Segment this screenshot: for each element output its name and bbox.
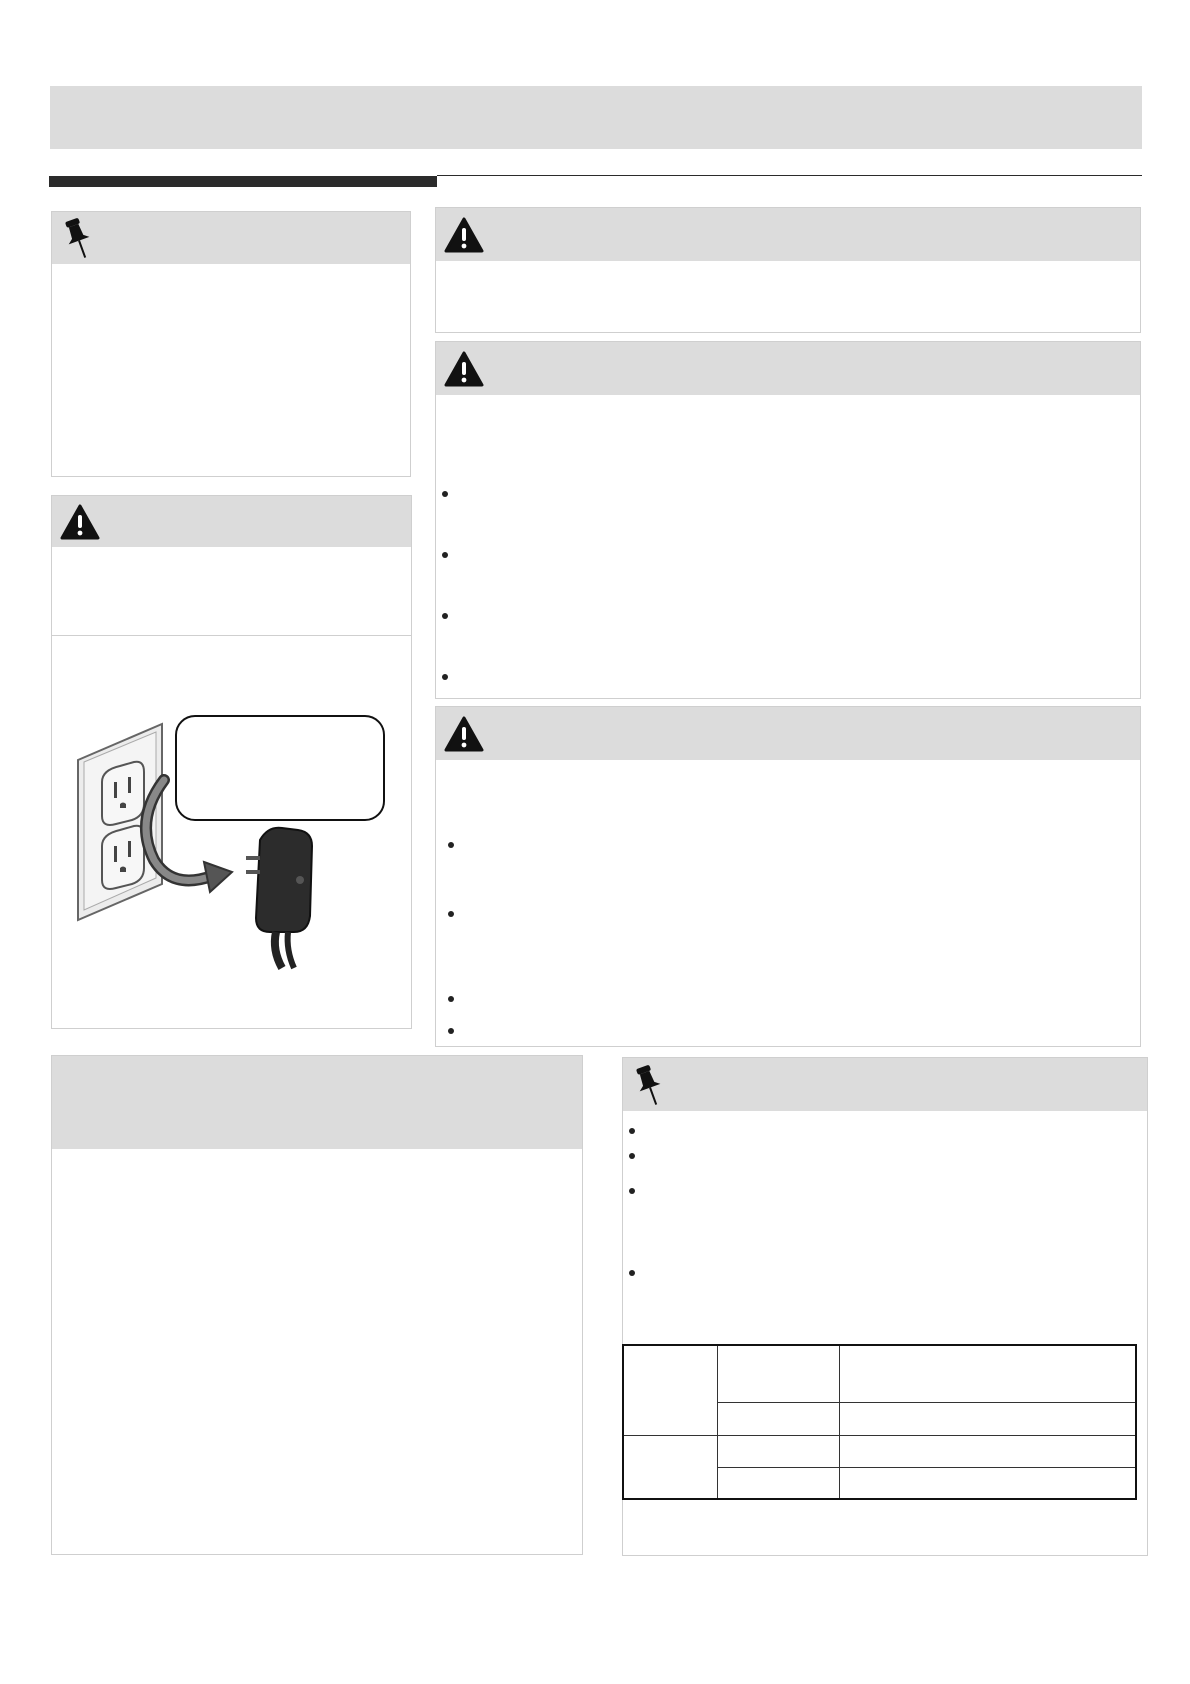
warning-icon (60, 504, 100, 540)
warning-panel-2 (435, 341, 1141, 699)
bullet-dot (442, 674, 448, 680)
list-item (448, 989, 1130, 1009)
pushpin-icon (60, 215, 94, 261)
table-cell (717, 1402, 839, 1435)
list-item (442, 484, 1130, 504)
table-row (623, 1435, 1136, 1467)
page-header-banner (50, 86, 1142, 149)
list-item (448, 904, 1130, 924)
table-cell (839, 1402, 1136, 1435)
warning-panel-left-header (52, 496, 411, 547)
table-row (623, 1345, 1136, 1402)
table-cell (717, 1435, 839, 1467)
bullet-dot (442, 552, 448, 558)
table-cell (623, 1345, 717, 1435)
bullet-dot (442, 613, 448, 619)
list-item (629, 1146, 1137, 1166)
warning-panel-left-divider (52, 635, 411, 636)
bullet-dot (448, 911, 454, 917)
bullet-dot (629, 1153, 635, 1159)
bullet-dot (629, 1270, 635, 1276)
list-item (442, 606, 1130, 626)
figure-callout-bubble (175, 715, 385, 821)
section-rule-thin (437, 175, 1142, 176)
warning-panel-3 (435, 706, 1141, 1047)
warning-panel-2-header (436, 342, 1140, 395)
list-item (442, 667, 1130, 687)
info-panel-bottom-left (51, 1055, 583, 1555)
list-item (629, 1181, 1137, 1201)
section-rule-thick (49, 176, 437, 187)
table-cell (839, 1345, 1136, 1402)
warning-panel-1 (435, 207, 1141, 333)
pushpin-icon (631, 1062, 665, 1108)
bullet-dot (442, 491, 448, 497)
list-item (448, 835, 1130, 855)
bullet-dot (448, 996, 454, 1002)
bullet-dot (448, 842, 454, 848)
info-panel-bottom-left-header (52, 1056, 582, 1149)
table-cell (717, 1345, 839, 1402)
bullet-dot (448, 1028, 454, 1034)
warning-panel-1-header (436, 208, 1140, 261)
list-item (629, 1263, 1137, 1283)
table-cell (839, 1467, 1136, 1499)
spec-table (622, 1344, 1137, 1500)
list-item (448, 1021, 1130, 1041)
note-panel-top-header (52, 212, 410, 264)
warning-icon (444, 716, 484, 752)
table-cell (717, 1467, 839, 1499)
note-panel-top (51, 211, 411, 477)
list-item (629, 1121, 1137, 1141)
bullet-dot (629, 1128, 635, 1134)
warning-icon (444, 351, 484, 387)
table-cell (839, 1435, 1136, 1467)
warning-icon (444, 217, 484, 253)
note-panel-bottom-header (623, 1058, 1147, 1111)
bullet-dot (629, 1188, 635, 1194)
list-item (442, 545, 1130, 565)
table-cell (623, 1435, 717, 1499)
warning-panel-3-header (436, 707, 1140, 760)
